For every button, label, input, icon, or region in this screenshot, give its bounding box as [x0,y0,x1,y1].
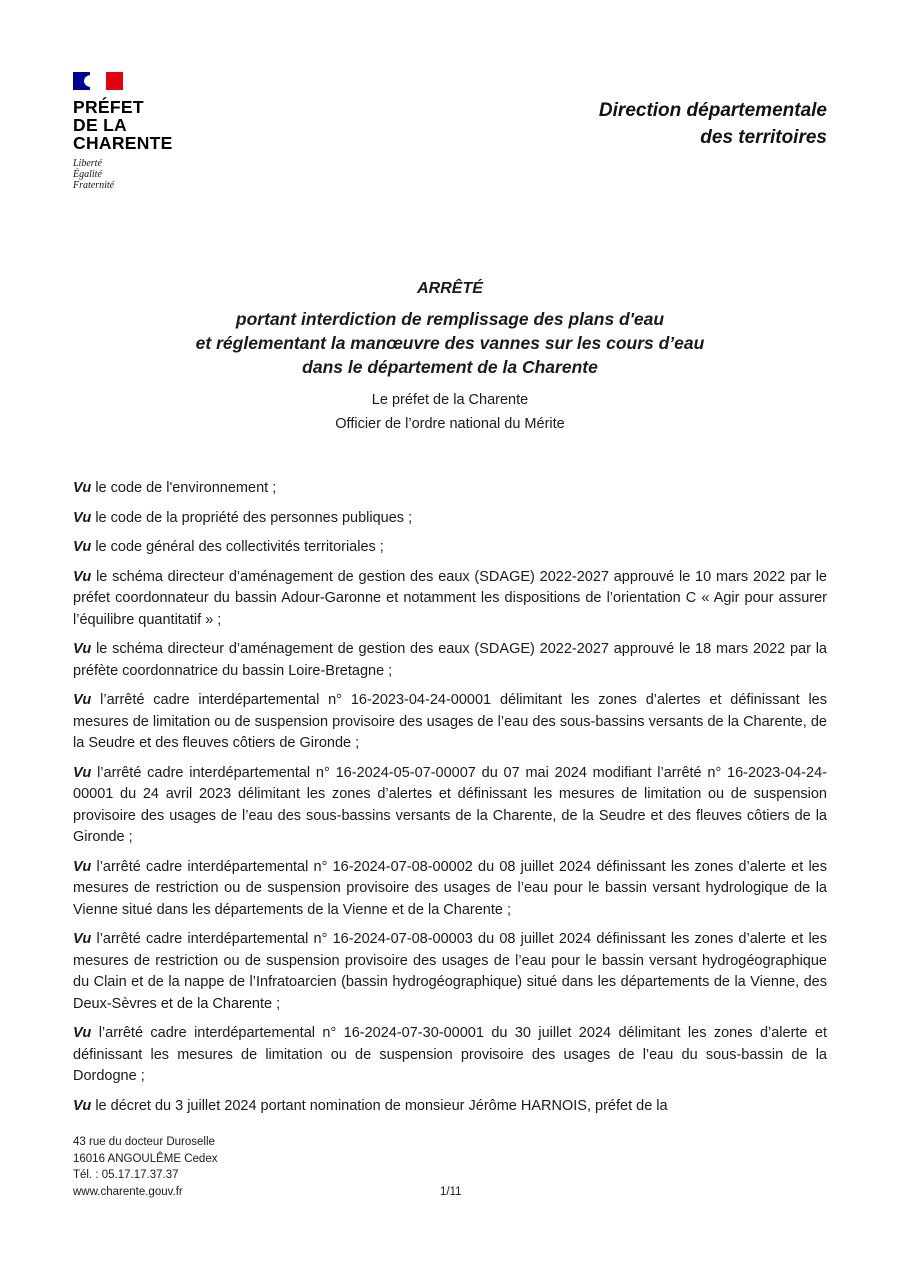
visa-text: l’arrêté cadre interdépartemental n° 16-2023-04-24-00001 délimitant les zones d’alertes et définissant les mesures de limitation ou de suspension provisoire des usages de l’eau des sous-bassins versants de la Charente, de la Seudre et des fleuves côtiers de Gironde ; [73,692,828,751]
subject-line: et réglementant la manœuvre des vannes sur les cours d’eau [195,333,705,353]
issuing-department [599,97,827,151]
department-line: des territoires [700,127,827,148]
logo-title-line: DE LA [73,115,127,135]
visa-paragraph [73,1023,827,1088]
visa-text: l’arrêté cadre interdépartemental n° 16-2024-05-07-00007 du 07 mai 2024 modifiant l’arrêté n° 16-2023-04-24-00001 du 24 avril 2023 délimitant les zones d’alertes et définissant les mesures de limitation ou de suspension provisoire des usages de l’eau des sous-bassins versants de la Charente, de la Seudre et des fleuves côtiers de la Gironde ; [73,764,828,845]
visa-paragraph [73,508,827,530]
department-line: Direction départementale [598,100,827,121]
vu-label: Vu [73,480,92,496]
vu-label: Vu [73,858,92,875]
vu-label: Vu [73,641,92,657]
motto-line: Liberté [73,158,102,169]
vu-label: Vu [73,692,92,708]
document-title-block [0,278,900,436]
motto-line: Égalité [73,169,102,180]
authority-line: Officier de l’ordre national du Mérite [335,416,565,432]
republic-motto [73,158,173,191]
prefecture-logo [73,72,173,191]
visa-text: le code de la propriété des personnes publiques ; [95,509,413,526]
address-street: 43 rue du docteur Duroselle [73,1136,215,1148]
document-subject [0,307,900,379]
subject-line: dans le département de la Charente [302,357,598,377]
visa-text: le schéma directeur d’aménagement de gestion des eaux (SDAGE) 2022-2027 approuvé le 18 mars 2022 par la préfète coordonnatrice du bassin Loire-Bretagne ; [73,641,828,679]
website-link[interactable]: www.charente.gouv.fr [73,1185,183,1198]
visa-text: le code général des collectivités territoriales ; [95,539,384,555]
logo-title [73,98,173,152]
visa-paragraph [73,763,827,849]
visa-text: le schéma directeur d’aménagement de gestion des eaux (SDAGE) 2022-2027 approuvé le 10 mars 2022 par le préfet coordonnateur du bassin Adour-Garonne et notamment les dispositions de l’orientation C « Agir pour assurer l’équilibre quantitatif » ; [73,568,828,628]
page-number: 1/11 [440,1186,462,1198]
visa-paragraph [73,478,827,500]
footer-address [73,1134,217,1200]
vu-label: Vu [73,931,92,947]
visa-text: l’arrêté cadre interdépartemental n° 16-2024-07-30-00001 du 30 juillet 2024 délimitant les zones d’alerte et définissant les mesures de limitation ou de suspension provisoire des usages de l’eau du sous-bassin de la Dordogne ; [73,1025,827,1084]
issuing-authority [0,388,900,436]
visa-paragraph [73,639,827,682]
vu-label: Vu [73,764,92,781]
vu-label: Vu [73,539,92,555]
visa-paragraph [73,537,827,559]
address-city: 16016 ANGOULÊME Cedex [73,1152,218,1165]
vu-label: Vu [73,509,92,526]
vu-label: Vu [73,1025,92,1041]
vu-label: Vu [73,568,92,585]
motto-line: Fraternité [73,180,115,191]
address-phone: Tél. : 05.17.17.37.37 [73,1169,179,1181]
visa-paragraph [73,929,827,1015]
visa-paragraph [73,1096,827,1118]
visa-text: l’arrêté cadre interdépartemental n° 16-2024-07-08-00002 du 08 juillet 2024 définissant les zones d’alerte et les mesures de restriction ou de suspension provisoire des usages de l’eau pour le bassin versant hydrologique de la Vienne situé dans les départements de la Vienne et de la Charente ; [73,858,827,918]
subject-line: portant interdiction de remplissage des plans d'eau [235,309,665,329]
visa-paragraph [73,857,827,922]
visa-paragraph [73,567,827,632]
document-type: ARRÊTÉ [417,280,483,297]
logo-title-line: PRÉFET [73,97,144,117]
authority-line: Le préfet de la Charente [371,392,529,408]
marianne-flag-icon [73,72,123,90]
visa-text: l’arrêté cadre interdépartemental n° 16-2024-07-08-00003 du 08 juillet 2024 définissant les zones d’alerte et les mesures de restriction ou de suspension provisoire des usages de l’eau pour le bassin versant hydrogéographique du Clain et de la nappe de l’Infratoarcien (bassin hydrogéographique) situé dans les départements de la Vienne, des Deux-Sèvres et de la Charente ; [73,931,827,1012]
visas-list [73,478,827,1125]
visa-text: le décret du 3 juillet 2024 portant nomination de monsieur Jérôme HARNOIS, préfet de la [95,1097,668,1114]
vu-label: Vu [73,1097,92,1114]
visa-text: le code de l'environnement ; [95,480,277,496]
logo-title-line: CHARENTE [73,133,173,153]
visa-paragraph [73,690,827,755]
